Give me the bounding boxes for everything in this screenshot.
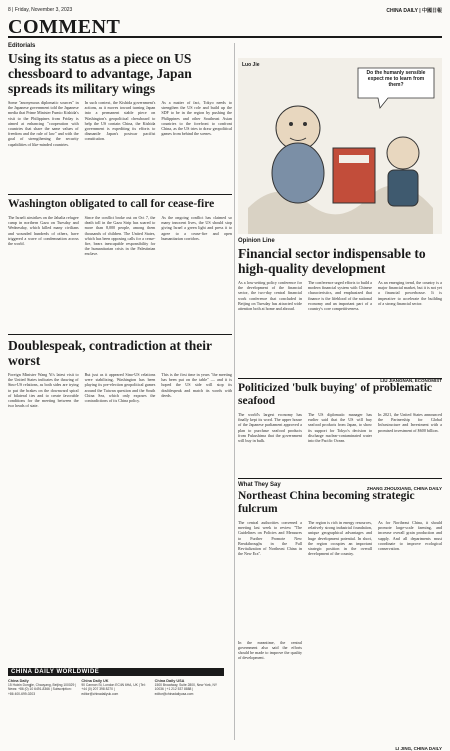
footer-cell-title: China Daily USA	[154, 679, 185, 683]
editorial-3	[8, 338, 232, 672]
opinion-section	[238, 238, 442, 383]
opinion-body	[238, 280, 442, 376]
bulk-buying-section	[238, 382, 442, 491]
editorial-2-para-c: As the ongoing conflict has claimed so many innocent lives, the US should stop giving Israel a green light and press it to agree to a cease-fire and open humanitarian corridors.	[161, 215, 232, 241]
footer-cell	[81, 679, 150, 696]
footer-cell-text: 15 Huixin Dongjie, Chaoyang, Beijing 100029 | News: +86 (0) 10 6491-8366 | Subscription: +86 400-699-0203	[8, 683, 77, 696]
column-divider	[234, 43, 235, 740]
bulk-buying-byline: ZHANG ZHOUXIANG, CHINA DAILY	[366, 486, 442, 491]
what-they-say-byline: LI JING, CHINA DAILY	[395, 746, 442, 751]
footer-cell	[155, 679, 224, 696]
section-masthead	[8, 16, 442, 38]
bulk-buying-body	[238, 412, 442, 484]
opinion-para-c: As an emerging trend, the country is a major financial market, but it is not yet a financial powerhouse. It is imperative to accelerate the building of a strong financial sector.	[378, 280, 442, 306]
footer-band: CHINA DAILY WORLDWIDE	[8, 668, 224, 676]
editorial-3-para-a: Foreign Minister Wang Yi's latest visit to the United States indicates the thawing of Sino-US relations, as both sides are trying to put the brakes on the downward spiral of bilateral ties and to create favorable conditions for the meeting between the two heads of state.	[8, 372, 79, 409]
editorial-headline-1: Using its status as a piece on US chessboard to advantage, Japan spreads its military wings	[8, 51, 192, 96]
opinion-para-a: As a loss-setting policy conference for the development of the financial sector, the two-day central financial work conference that concluded in Beijing on Tuesday has attracted wide attention both at home and abroad.	[238, 280, 302, 312]
bulk-buying-para-c: In 2021, the United States announced the Partnership for Global Infrastructure and Investment with a promised investment of $600 billion.	[378, 412, 442, 433]
divider	[8, 334, 232, 335]
page-date: 8 | Friday, November 3, 2023	[8, 7, 73, 13]
what-they-say-headline: Northeast China becoming strategic fulcrum	[238, 490, 415, 515]
divider	[8, 194, 232, 195]
footer-cell-text: 1500 Broadway, Suite 2800, New York, NY 10036 | +1 212 537 8888 | editor@chinadailyusa.com	[154, 683, 218, 696]
editorial-headline-2: Washington obligated to call for cease-fire	[8, 198, 215, 210]
what-they-say-section	[238, 482, 442, 751]
editorial-body-2	[8, 215, 232, 331]
speech-bubble-text: Do the humanly sensible expect me to learn from them?	[366, 70, 426, 88]
divider	[238, 478, 442, 479]
editorial-1-para-b: In such context, the Kishida government's actions, as it moves toward turning Japan into a permanent stable piece on Washington's geopolitical chessboard to help the US contain China, the Kishida government is expediting its efforts to dismantle Japan's postwar pacifist constitution.	[84, 100, 156, 142]
opinion-headline: Financial sector indispensable to high-quality development	[238, 246, 426, 276]
editorial-2-para-a: The Israeli airstrikes on the Jabalia refugee camp in northern Gaza on Tuesday and Wednesday, which killed many civilians and wounded hundreds of others, have triggered a wave of condemnation across the world.	[8, 215, 79, 247]
cartoon-illustration	[238, 58, 442, 234]
editorial-3-para-c: This is the first time in years "the meeting has been put on the table" — and it is hoped the US side will stop its doublespeak and match its words with deeds.	[161, 372, 232, 398]
opinion-byline: LIU JIANGNAN, ECONOMIST	[380, 378, 442, 383]
footer-cell	[8, 679, 77, 696]
editorial-body-3	[8, 372, 232, 672]
editorial-2	[8, 198, 232, 331]
opinion-para-b: The conference urged efforts to build a modern financial system with Chinese characteristics, and emphasized that finance is the lifeblood of the national economy and an important part of a country's core competitiveness.	[308, 280, 372, 312]
section-title: COMMENT	[8, 16, 121, 38]
illustration-credit: Luo Jie	[242, 62, 260, 68]
what-they-say-para-c: As for Northeast China, it should promote large-scale farming, and increase overall grain production and supply. And all departments must coordinate to improve ecological conservation.	[378, 520, 442, 552]
editorials-section	[8, 43, 232, 208]
what-they-say-kicker: What They Say	[238, 482, 281, 488]
footer-cell-title: China Daily UK	[81, 679, 109, 683]
bulk-buying-headline: Politicized 'bulk buying' of problematic seafood	[238, 382, 433, 407]
editorial-headline-3: Doublespeak, contradiction at their worst	[8, 338, 212, 368]
footer-cell-text: 90 Cannon St, London EC4N 6HA, UK | Tel: +44 (0) 207 398 8270 | editor@chinadailyuk.com	[81, 683, 146, 696]
worldwide-footer	[8, 668, 224, 740]
editorial-1-para-a: Some "anonymous diplomatic sources" in the Japanese government told the Japanese media that Prime Minister Fumio Kishida's visit to the Philippines from Friday is aimed at enhancing "cooperation with countries that share the same values of freedom and the rule of law" and with the goal of strengthening the security capabilities of like-minded countries.	[8, 100, 79, 147]
what-they-say-para-b: The region is rich in energy resources, relatively strong industrial foundation, unique geographical advantages and huge development potential. In short, the region occupies an important strategic position in the overall development of the country.	[308, 520, 372, 557]
editorial-1-para-c: As a matter of fact, Tokyo needs to strengthen the US role and build up the SDF to be in the region by pushing the Philippines and other Southeast Asian countries to the forefront to confront China, as the US tries to draw geopolitical games from behind the scenes.	[161, 100, 232, 137]
what-they-say-para-d: In the meantime, the central government also said the efforts should be made to improve the quality of development.	[238, 639, 302, 661]
what-they-say-body	[238, 520, 442, 744]
editorials-kicker: Editorials	[8, 43, 36, 49]
publication-name: CHINA DAILY | 中國日報	[386, 7, 442, 14]
opinion-kicker: Opinion Line	[238, 238, 275, 244]
bulk-buying-para-b: The US diplomatic manager has earlier said that the US will buy seafood products from Japan, to show its support for Tokyo's decision to discharge nuclear-contaminated water into the Pacific Ocean.	[308, 412, 372, 444]
page-header	[8, 5, 442, 15]
footer-cell-title: China Daily	[8, 679, 29, 683]
editorial-2-para-b: Since the conflict broke out on Oct 7, the death toll in the Gaza Strip has soared to more than 8,000 people, among them thousands of children. The United States, which has been opposing calls for a cease-fire, bears inescapable responsibility for the humanitarian crisis in the Palestinian enclave.	[84, 215, 156, 257]
what-they-say-para-a: The central authorities convened a meeting last week to review "The Guidelines on Policies and Measures to Further Promote New Breakthroughs in the Full Revitalization of Northeast China in the New Era".	[238, 520, 302, 557]
editorial-body-1	[8, 100, 232, 208]
editorial-3-para-b: But just as it appeared Sino-US relations were stabilizing, Washington has been playing its pre-election geopolitical games around the Taiwan question and the South China Sea, which only exposes the contradictions of its China policy.	[84, 372, 156, 404]
bulk-buying-para-a: The world's largest economy has finally kept its word. The upper house of the Japanese parliament approved a plan to purchase seafood products from Fukushima that the government will buy in bulk.	[238, 412, 302, 444]
divider	[238, 378, 442, 379]
